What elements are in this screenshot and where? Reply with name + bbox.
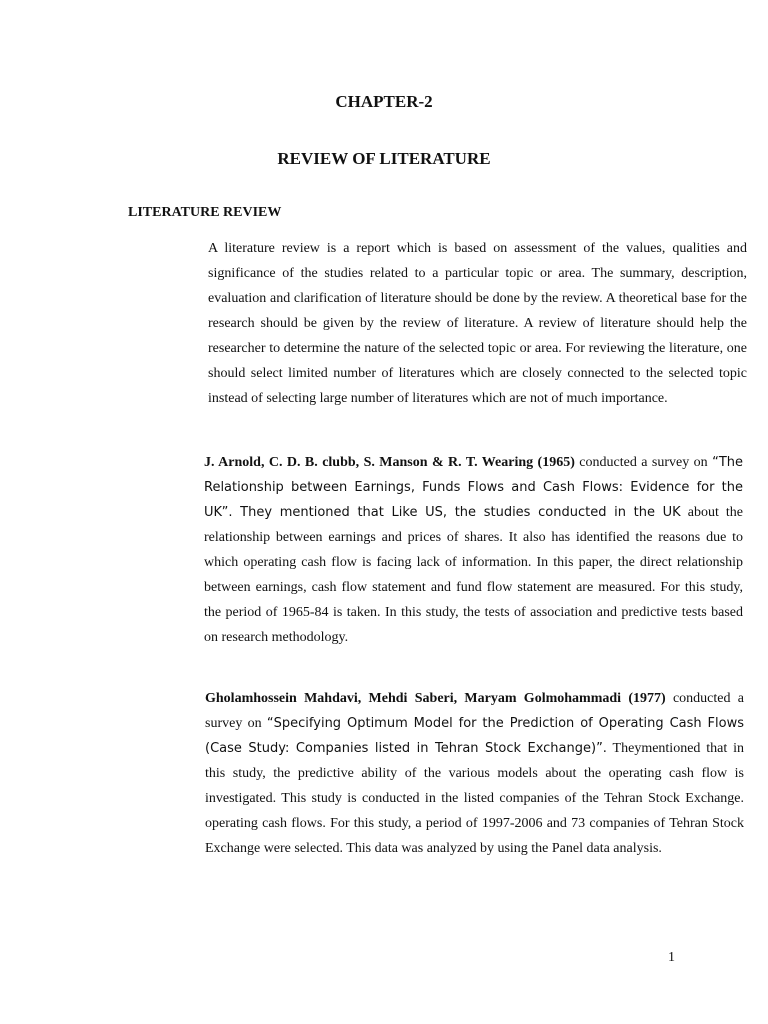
mahdavi-study-title: “Specifying Optimum Model for the Prediction of Operating Cash Flows (Case Study: Companies listed in Tehran Stock Exchange)”.	[205, 716, 744, 756]
section-subheading: LITERATURE REVIEW	[128, 205, 282, 220]
arnold-lead-text: conducted a survey on	[574, 455, 713, 470]
mahdavi-review-paragraph	[128, 686, 744, 861]
page-title: REVIEW OF LITERATURE	[277, 149, 491, 168]
arnold-review-paragraph	[128, 450, 743, 650]
arnold-authors: J. Arnold, C. D. B. clubb, S. Manson & R. T. Wearing (1965)	[204, 455, 575, 470]
mahdavi-summary-text: Theymentioned that in this study, the predictive ability of the various models about the operating cash flow is investigated. This study is conducted in the listed companies of the Tehran Stock Exchange. operating cash flows. For this study, a period of 1997-2006 and 73 companies of Tehran Stock Exchange were selected. This data was analyzed by using the Panel data analysis.	[205, 741, 745, 856]
mahdavi-authors: Gholamhossein Mahdavi, Mehdi Saberi, Maryam Golmohammadi (1977)	[205, 691, 666, 706]
intro-paragraph: A literature review is a report which is based on assessment of the values, qualities and significance of the studies related to a particular topic or area. The summary, description, evaluation and clarification of literature should be done by the review. A theoretical base for the research should be given by the review of literature. A review of literature should help the researcher to determine the nature of the selected topic or area. For reviewing the literature, one should select limited number of literatures which are closely connected to the selected topic instead of selecting large number of literatures which are not of much importance.	[208, 241, 747, 406]
chapter-heading: CHAPTER-2	[335, 92, 433, 111]
mahdavi-lead-text: conducted a survey on	[205, 691, 744, 731]
arnold-study-title: “The Relationship between Earnings, Funds Flows and Cash Flows: Evidence for the UK”. They mentioned that Like US, the studies conducted in the UK	[204, 455, 743, 520]
arnold-summary-text: about the relationship between earnings and prices of shares. It also has identified the reasons due to which operating cash flow is facing lack of information. In this paper, the direct relationship between earnings, cash flow statement and fund flow statement are measured. For this study, the period of 1965-84 is taken. In this study, the tests of association and predictive tests based on research methodology.	[204, 505, 743, 645]
page-number: 1	[668, 950, 675, 965]
